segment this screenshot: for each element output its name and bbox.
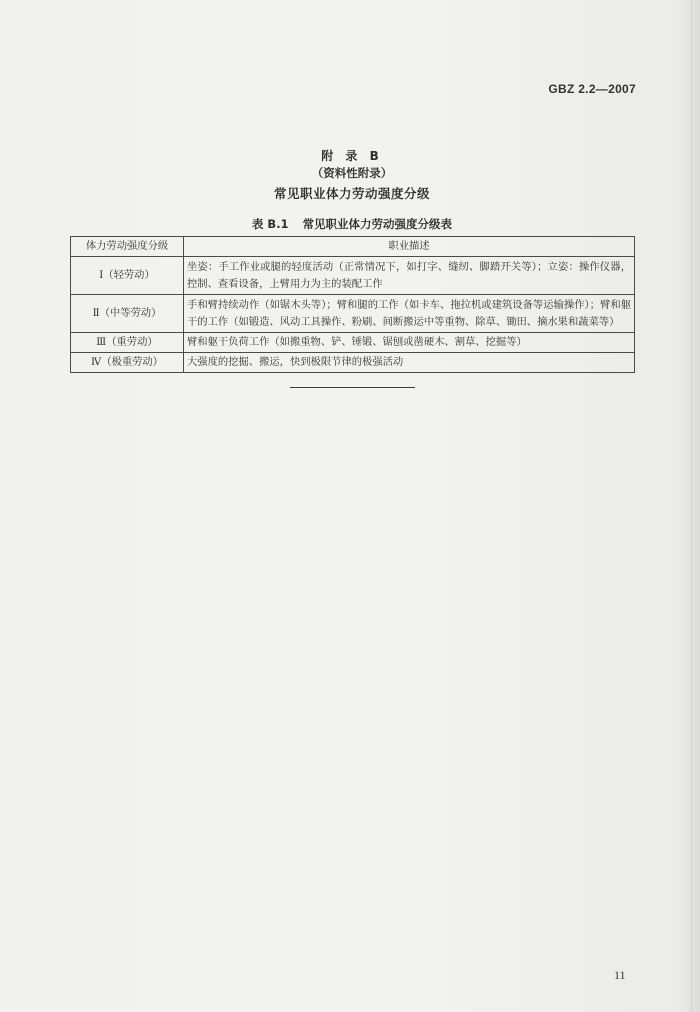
appendix-nature: （资料性附录） <box>311 166 393 180</box>
table-row <box>71 353 635 373</box>
appendix-end-rule <box>290 387 415 388</box>
grade-cell: Ⅱ（中等劳动） <box>71 295 184 333</box>
table-row <box>71 257 635 295</box>
grade-cell: Ⅲ（重劳动） <box>71 333 184 353</box>
standard-number: GBZ 2.2—2007 <box>548 82 636 96</box>
labor-intensity-table <box>70 236 635 373</box>
page-number: 11 <box>614 968 626 982</box>
table-caption-title: 常见职业体力劳动强度分级表 <box>302 217 453 231</box>
column-header-description: 职业描述 <box>184 237 635 257</box>
column-header-grade: 体力劳动强度分级 <box>71 237 184 257</box>
grade-cell: Ⅳ（极重劳动） <box>71 353 184 373</box>
table-caption <box>0 216 700 232</box>
appendix-title: 常见职业体力劳动强度分级 <box>273 186 430 201</box>
table-row <box>71 295 635 333</box>
description-cell: 手和臂持续动作（如锯木头等）；臂和腿的工作（如卡车、拖拉机或建筑设备等运输操作）；臂和躯干的工作（如锻造、风动工具操作、粉刷、间断搬运中等重物、除草、锄田、摘水果和蔬菜等） <box>184 295 635 333</box>
table-caption-number: 表 B.1 <box>251 217 289 231</box>
description-cell: 臂和躯干负荷工作（如搬重物、铲、锤锻、锯刨或凿硬木、割草、挖掘等） <box>184 333 635 353</box>
description-cell: 大强度的挖掘、搬运，快到极限节律的极强活动 <box>184 353 635 373</box>
description-cell: 坐姿：手工作业或腿的轻度活动（正常情况下，如打字、缝纫、脚踏开关等）；立姿：操作仪器，控制、查看设备，上臂用力为主的装配工作 <box>184 257 635 295</box>
appendix-label: 附 录 B <box>321 149 383 163</box>
table-header-row <box>71 237 635 257</box>
table-row <box>71 333 635 353</box>
grade-cell: Ⅰ（轻劳动） <box>71 257 184 295</box>
